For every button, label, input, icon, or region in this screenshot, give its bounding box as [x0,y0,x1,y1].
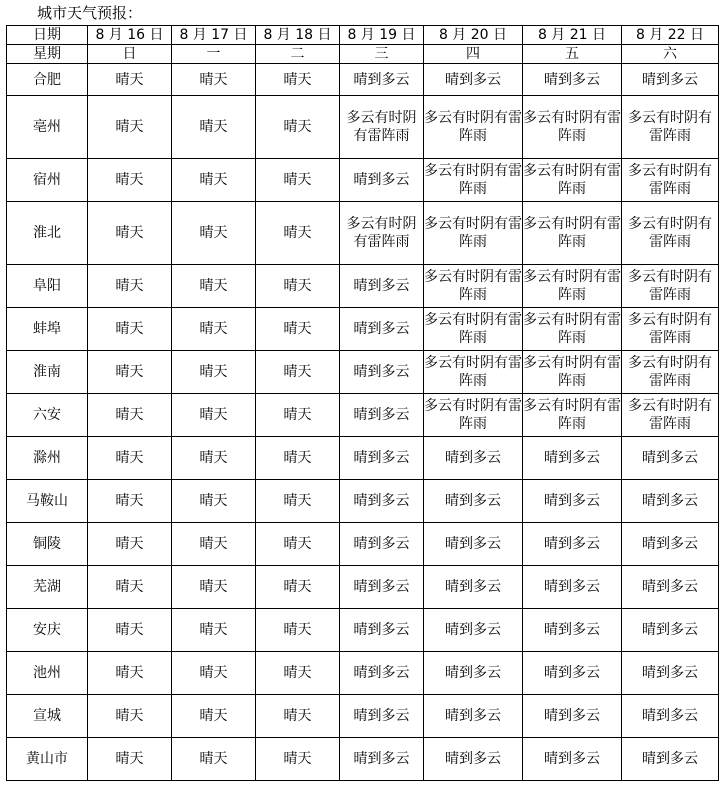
forecast-cell: 晴天 [172,394,256,437]
forecast-cell: 多云有时阴有雷阵雨 [523,265,622,308]
forecast-cell: 晴到多云 [424,523,523,566]
forecast-cell: 晴到多云 [622,609,719,652]
table-row [7,351,719,394]
weekday-cell: 三 [340,45,424,64]
forecast-cell: 晴到多云 [523,566,622,609]
forecast-cell: 晴天 [88,738,172,781]
forecast-cell: 多云有时阴有雷阵雨 [424,265,523,308]
forecast-cell: 晴到多云 [340,64,424,96]
forecast-cell: 多云有时阴有雷阵雨 [622,265,719,308]
forecast-cell: 晴到多云 [424,738,523,781]
forecast-cell: 多云有时阴有雷阵雨 [523,394,622,437]
forecast-cell: 晴到多云 [622,738,719,781]
city-name: 宿州 [7,159,88,202]
forecast-cell: 晴到多云 [523,652,622,695]
forecast-cell: 晴天 [88,566,172,609]
table-row [7,480,719,523]
city-name: 六安 [7,394,88,437]
forecast-cell: 多云有时阴有雷阵雨 [424,308,523,351]
forecast-cell: 晴天 [256,652,340,695]
forecast-cell: 晴天 [88,437,172,480]
forecast-cell: 晴到多云 [622,64,719,96]
table-row [7,394,719,437]
forecast-cell: 晴到多云 [424,437,523,480]
forecast-cell: 晴天 [172,652,256,695]
date-cell: 8 月 16 日 [88,26,172,45]
forecast-cell: 晴到多云 [424,64,523,96]
forecast-cell: 晴天 [256,523,340,566]
forecast-cell: 晴天 [172,437,256,480]
forecast-cell: 晴到多云 [523,480,622,523]
forecast-cell: 晴到多云 [340,480,424,523]
forecast-cell: 晴到多云 [424,695,523,738]
forecast-cell: 晴天 [172,96,256,159]
weekday-cell: 日 [88,45,172,64]
weekday-header-row [7,45,719,64]
forecast-cell: 晴到多云 [340,566,424,609]
table-row [7,738,719,781]
city-name: 阜阳 [7,265,88,308]
forecast-cell: 晴到多云 [523,437,622,480]
forecast-cell: 晴到多云 [622,523,719,566]
weekday-cell: 二 [256,45,340,64]
forecast-cell: 晴天 [256,394,340,437]
forecast-cell: 晴天 [256,351,340,394]
forecast-cell: 晴天 [256,566,340,609]
table-row [7,308,719,351]
forecast-cell: 晴到多云 [424,566,523,609]
page-title: 城市天气预报： [37,4,143,22]
date-cell: 8 月 20 日 [424,26,523,45]
city-name: 亳州 [7,96,88,159]
forecast-cell: 晴到多云 [523,738,622,781]
forecast-cell: 晴天 [88,265,172,308]
forecast-cell: 晴天 [256,265,340,308]
forecast-cell: 晴到多云 [622,695,719,738]
weekday-cell: 一 [172,45,256,64]
forecast-cell: 晴到多云 [523,609,622,652]
forecast-cell: 多云有时阴有雷阵雨 [424,202,523,265]
forecast-cell: 晴到多云 [340,265,424,308]
forecast-cell: 晴到多云 [523,695,622,738]
forecast-cell: 晴天 [88,351,172,394]
forecast-cell: 晴天 [172,480,256,523]
forecast-cell: 晴到多云 [622,437,719,480]
forecast-cell: 晴到多云 [340,609,424,652]
forecast-cell: 晴天 [172,566,256,609]
forecast-cell: 晴天 [256,159,340,202]
forecast-cell: 晴到多云 [622,566,719,609]
forecast-cell: 多云有时阴有雷阵雨 [523,159,622,202]
forecast-cell: 晴天 [256,738,340,781]
date-cell: 8 月 17 日 [172,26,256,45]
forecast-cell: 晴到多云 [340,394,424,437]
forecast-cell: 多云有时阴有雷阵雨 [622,351,719,394]
forecast-cell: 多云有时阴有雷阵雨 [424,351,523,394]
forecast-cell: 晴天 [256,202,340,265]
forecast-cell: 晴天 [172,202,256,265]
forecast-cell: 晴到多云 [340,159,424,202]
forecast-cell: 晴到多云 [523,64,622,96]
table-row [7,437,719,480]
table-row [7,64,719,96]
city-name: 淮南 [7,351,88,394]
forecast-cell: 晴到多云 [340,695,424,738]
forecast-cell: 晴到多云 [340,523,424,566]
forecast-cell: 晴到多云 [523,523,622,566]
forecast-cell: 晴到多云 [340,308,424,351]
forecast-cell: 晴天 [88,202,172,265]
weather-forecast-table [6,25,719,781]
forecast-cell: 晴天 [256,64,340,96]
forecast-cell: 多云有时阴有雷阵雨 [622,394,719,437]
forecast-cell: 晴天 [88,64,172,96]
city-name: 铜陵 [7,523,88,566]
table-row [7,159,719,202]
forecast-cell: 晴到多云 [424,480,523,523]
forecast-cell: 多云有时阴有雷阵雨 [523,308,622,351]
table-row [7,523,719,566]
forecast-cell: 晴天 [88,308,172,351]
forecast-cell: 多云有时阴有雷阵雨 [622,96,719,159]
city-name: 马鞍山 [7,480,88,523]
forecast-cell: 晴到多云 [340,351,424,394]
table-row [7,566,719,609]
forecast-cell: 晴天 [172,64,256,96]
forecast-cell: 晴天 [256,437,340,480]
date-cell: 8 月 21 日 [523,26,622,45]
date-cell: 8 月 22 日 [622,26,719,45]
forecast-cell: 晴天 [88,159,172,202]
forecast-cell: 多云有时阴有雷阵雨 [340,202,424,265]
city-name: 宣城 [7,695,88,738]
forecast-cell: 晴天 [172,695,256,738]
forecast-cell: 晴天 [88,480,172,523]
forecast-cell: 晴天 [172,523,256,566]
date-label: 日期 [7,26,88,45]
city-name: 淮北 [7,202,88,265]
forecast-cell: 晴天 [88,609,172,652]
forecast-cell: 多云有时阴有雷阵雨 [622,308,719,351]
forecast-cell: 晴天 [172,159,256,202]
forecast-cell: 多云有时阴有雷阵雨 [340,96,424,159]
city-name: 安庆 [7,609,88,652]
forecast-cell: 晴到多云 [340,652,424,695]
weekday-cell: 四 [424,45,523,64]
forecast-cell: 晴天 [256,609,340,652]
forecast-cell: 晴天 [256,308,340,351]
city-name: 黄山市 [7,738,88,781]
table-row [7,96,719,159]
city-name: 合肥 [7,64,88,96]
forecast-cell: 晴天 [172,308,256,351]
forecast-cell: 晴天 [88,394,172,437]
forecast-cell: 晴到多云 [424,652,523,695]
weekday-cell: 五 [523,45,622,64]
date-cell: 8 月 18 日 [256,26,340,45]
forecast-cell: 晴到多云 [424,609,523,652]
forecast-cell: 晴天 [88,523,172,566]
forecast-cell: 多云有时阴有雷阵雨 [622,159,719,202]
forecast-cell: 晴天 [172,609,256,652]
city-name: 芜湖 [7,566,88,609]
forecast-cell: 晴天 [172,738,256,781]
weekday-cell: 六 [622,45,719,64]
city-name: 池州 [7,652,88,695]
forecast-cell: 晴天 [88,652,172,695]
forecast-cell: 多云有时阴有雷阵雨 [523,96,622,159]
forecast-cell: 多云有时阴有雷阵雨 [424,394,523,437]
forecast-cell: 多云有时阴有雷阵雨 [424,96,523,159]
forecast-cell: 多云有时阴有雷阵雨 [424,159,523,202]
forecast-cell: 晴天 [172,351,256,394]
forecast-cell: 多云有时阴有雷阵雨 [523,202,622,265]
table-row [7,202,719,265]
forecast-cell: 晴天 [88,96,172,159]
date-header-row [7,26,719,45]
forecast-cell: 多云有时阴有雷阵雨 [523,351,622,394]
date-cell: 8 月 19 日 [340,26,424,45]
city-name: 滁州 [7,437,88,480]
table-row [7,652,719,695]
forecast-cell: 晴天 [256,96,340,159]
table-row [7,609,719,652]
table-row [7,265,719,308]
forecast-cell: 晴天 [172,265,256,308]
forecast-cell: 晴到多云 [340,738,424,781]
city-name: 蚌埠 [7,308,88,351]
forecast-cell: 晴到多云 [622,480,719,523]
forecast-cell: 多云有时阴有雷阵雨 [622,202,719,265]
forecast-cell: 晴到多云 [622,652,719,695]
forecast-cell: 晴天 [88,695,172,738]
forecast-cell: 晴到多云 [340,437,424,480]
forecast-cell: 晴天 [256,695,340,738]
weekday-label: 星期 [7,45,88,64]
table-row [7,695,719,738]
forecast-cell: 晴天 [256,480,340,523]
